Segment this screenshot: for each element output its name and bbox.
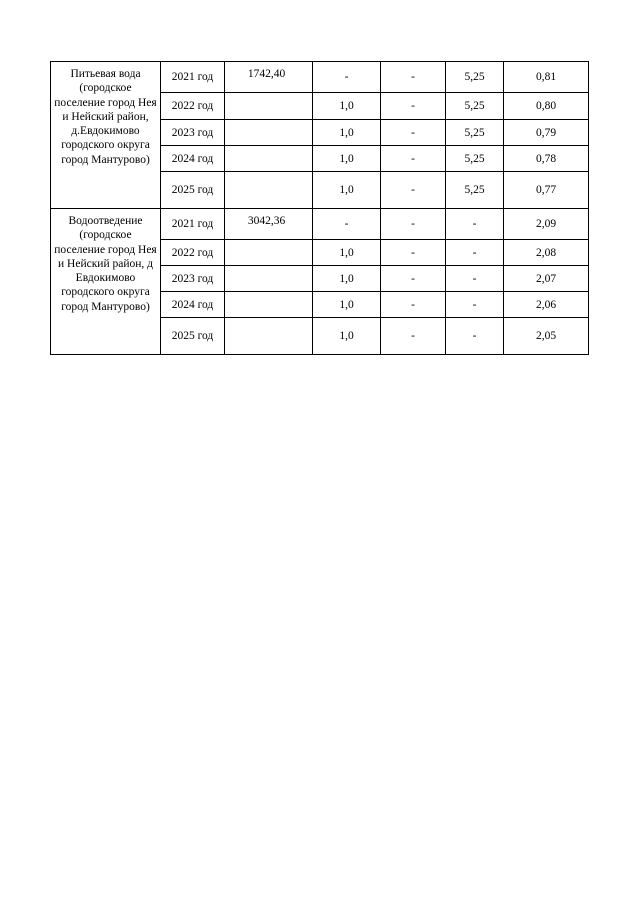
year-cell: 2021 год: [161, 62, 225, 93]
value-cell: 0,78: [504, 146, 589, 172]
value-cell: -: [446, 266, 504, 292]
value-cell: -: [446, 240, 504, 266]
value-cell: -: [381, 240, 446, 266]
year-cell: 2025 год: [161, 172, 225, 209]
value-cell: 1,0: [313, 120, 381, 146]
value-cell: 0,80: [504, 93, 589, 120]
year-cell: 2023 год: [161, 120, 225, 146]
value-cell: -: [446, 318, 504, 355]
value-cell: 2,07: [504, 266, 589, 292]
value-cell: 1,0: [313, 93, 381, 120]
value-cell: -: [381, 146, 446, 172]
value-cell: [225, 146, 313, 172]
value-cell: 3042,36: [225, 209, 313, 240]
table-row: [51, 62, 589, 93]
service-name-cell: Питьевая вода (городское поселение город Нея и Нейский район, д.Евдокимово городского округа город Мантурово): [51, 62, 161, 209]
value-cell: 2,09: [504, 209, 589, 240]
year-cell: 2024 год: [161, 146, 225, 172]
table-row: [51, 209, 589, 240]
value-cell: 1,0: [313, 146, 381, 172]
value-cell: -: [381, 62, 446, 93]
value-cell: 1,0: [313, 172, 381, 209]
value-cell: [225, 120, 313, 146]
value-cell: -: [313, 62, 381, 93]
value-cell: -: [313, 209, 381, 240]
value-cell: 2,06: [504, 292, 589, 318]
value-cell: 2,05: [504, 318, 589, 355]
value-cell: [225, 292, 313, 318]
value-cell: 5,25: [446, 62, 504, 93]
value-cell: -: [381, 172, 446, 209]
value-cell: 0,81: [504, 62, 589, 93]
value-cell: [225, 93, 313, 120]
value-cell: [225, 172, 313, 209]
year-cell: 2025 год: [161, 318, 225, 355]
value-cell: 1,0: [313, 292, 381, 318]
year-cell: 2022 год: [161, 93, 225, 120]
year-cell: 2021 год: [161, 209, 225, 240]
value-cell: 0,77: [504, 172, 589, 209]
tariff-table: [50, 61, 589, 355]
value-cell: -: [381, 209, 446, 240]
value-cell: 5,25: [446, 146, 504, 172]
value-cell: 5,25: [446, 93, 504, 120]
value-cell: -: [381, 120, 446, 146]
value-cell: 1,0: [313, 318, 381, 355]
value-cell: -: [381, 266, 446, 292]
value-cell: 0,79: [504, 120, 589, 146]
year-cell: 2024 год: [161, 292, 225, 318]
value-cell: 5,25: [446, 120, 504, 146]
value-cell: [225, 266, 313, 292]
value-cell: -: [446, 292, 504, 318]
value-cell: [225, 240, 313, 266]
value-cell: -: [381, 93, 446, 120]
year-cell: 2023 год: [161, 266, 225, 292]
value-cell: 2,08: [504, 240, 589, 266]
value-cell: 1742,40: [225, 62, 313, 93]
value-cell: -: [446, 209, 504, 240]
value-cell: [225, 318, 313, 355]
service-name-cell: Водоотведение (городское поселение город Нея и Нейский район, д Евдокимово городского округа город Мантурово): [51, 209, 161, 355]
value-cell: 1,0: [313, 266, 381, 292]
year-cell: 2022 год: [161, 240, 225, 266]
value-cell: -: [381, 292, 446, 318]
value-cell: 1,0: [313, 240, 381, 266]
value-cell: 5,25: [446, 172, 504, 209]
value-cell: -: [381, 318, 446, 355]
